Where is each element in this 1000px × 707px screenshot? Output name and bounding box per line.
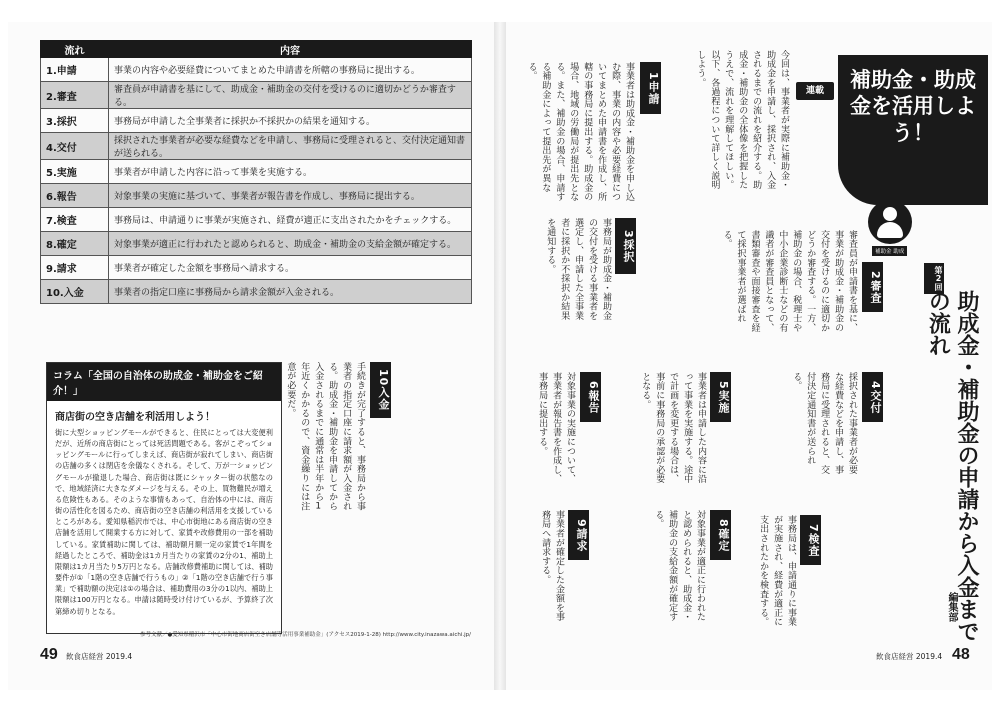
column-title: コラム「全国の自治体の助成金・補助金をご紹介！」 xyxy=(47,363,281,401)
section-7-num: 7 xyxy=(807,523,820,533)
section-2-text: 審査員が申請書を基に、事業が助成金・補助金の交付を受けるのに適切かどうか審査する。一方、補助金の場合、税理士や中小企業診断士などの有識者が審査員となって、書類審査や面接審査を経て採択事業者が選ばれる。 xyxy=(721,230,857,333)
flow-content: 対象事業が適正に行われたと認められると、助成金・補助金の支給金額が確定する。 xyxy=(109,232,472,256)
author: 編集部 xyxy=(946,592,957,622)
section-2-head xyxy=(862,262,883,312)
section-6-title: 報告 xyxy=(587,389,600,414)
flow-row xyxy=(41,280,472,304)
flow-row xyxy=(41,256,472,280)
flow-step: 6.報告 xyxy=(41,184,109,208)
flow-row xyxy=(41,232,472,256)
flow-step: 8.確定 xyxy=(41,232,109,256)
column-box xyxy=(46,362,282,634)
section-4-title: 交付 xyxy=(869,389,882,414)
section-10-text: 手続きが完了すると、事務局から事業者の指定口座に請求額が入金される。助成金・補助金を申請してから入金されるまでに通常は半年から1年近くかかるので、資金繰りには注意が必要だ。 xyxy=(285,362,365,512)
section-2-title: 審査 xyxy=(869,279,882,304)
flow-row xyxy=(41,133,472,160)
person-body-shape xyxy=(877,222,903,238)
flow-step: 10.入金 xyxy=(41,280,109,304)
section-7-head xyxy=(800,515,821,565)
flow-content: 事務局は、申請通りに事業が実施され、経費が適正に支出されたかをチェックする。 xyxy=(109,208,472,232)
flow-header-content: 内容 xyxy=(109,41,472,58)
flow-step: 7.検査 xyxy=(41,208,109,232)
flow-step: 5.実施 xyxy=(41,160,109,184)
icon-caption: 補助金 助成 xyxy=(872,246,907,256)
section-9-title: 請求 xyxy=(575,527,588,552)
flow-table xyxy=(40,40,472,304)
section-5-text: 事業者は申請した内容に沿って事業を実施する。途中で計画を変更する場合は、事前に事務局の承認が必要となる。 xyxy=(640,372,706,484)
flow-content: 採択された事業者が必要な経費などを申請し、事務局に受理されると、交付決定通知書が送られる。 xyxy=(109,133,472,160)
section-10-num: 10 xyxy=(377,369,390,387)
flow-content: 事務局が申請した全事業者に採択か不採択かの結果を通知する。 xyxy=(109,109,472,133)
section-6-head xyxy=(580,372,601,422)
flow-row xyxy=(41,82,472,109)
section-9-num: 9 xyxy=(575,518,588,528)
flow-row xyxy=(41,208,472,232)
section-8-title: 確定 xyxy=(717,527,730,552)
section-6-num: 6 xyxy=(587,380,600,390)
section-1-title: 申請 xyxy=(647,80,660,105)
reference-note: 参考文献／●愛知県稲沢市「中心市街地商店街空き店舗等活用事業補助金」(アクセス2019-1-28) http://www.city.inazawa.aichi.jp/ xyxy=(140,632,471,638)
section-5-title: 実施 xyxy=(717,389,730,414)
column-subtitle: 商店街の空き店舗を利活用しよう！ xyxy=(55,412,215,423)
section-5-head xyxy=(710,372,731,422)
section-1-num: 1 xyxy=(647,71,660,81)
section-10-head xyxy=(370,362,391,418)
section-3-title: 採択 xyxy=(622,238,635,263)
section-1-head xyxy=(640,62,661,114)
flow-content: 事業者の指定口座に事務局から請求金額が入金される。 xyxy=(109,280,472,304)
right-page-number: 48 xyxy=(952,646,970,663)
section-3-head xyxy=(615,218,636,274)
flow-row xyxy=(41,109,472,133)
person-icon xyxy=(868,200,912,244)
section-7-text: 事務局は、申請通りに事業が実施され、経費が適正に支出されたかを検査する。 xyxy=(758,515,796,627)
person-head-shape xyxy=(883,207,897,221)
section-5-num: 5 xyxy=(717,380,730,390)
flow-step: 4.交付 xyxy=(41,133,109,160)
section-4-head xyxy=(862,372,883,422)
left-page-number: 49 xyxy=(40,646,58,663)
main-title: 助成金・補助金の申請から入金までの流れ xyxy=(925,290,979,642)
section-3-num: 3 xyxy=(622,229,635,239)
flow-step: 1.申請 xyxy=(41,58,109,82)
flow-header-step: 流れ xyxy=(41,41,109,58)
left-page-magazine: 飲食店経営 2019.4 xyxy=(66,652,133,661)
right-page-magazine: 飲食店経営 2019.4 xyxy=(876,652,943,661)
flow-content: 事業の内容や必要経費についてまとめた申請書を所轄の事務局に提出する。 xyxy=(109,58,472,82)
series-badge: 連載 xyxy=(796,82,834,100)
flow-content: 審査員が申請書を基にして、助成金・補助金の交付を受けるのに適切かどうか審査する。 xyxy=(109,82,472,109)
section-9-text: 事業者が確定した金額を事務局へ請求する。 xyxy=(540,510,564,622)
flow-step: 3.採択 xyxy=(41,109,109,133)
flow-table-header xyxy=(41,41,472,58)
flow-step: 2.審査 xyxy=(41,82,109,109)
section-10-title: 入金 xyxy=(377,386,390,411)
section-4-num: 4 xyxy=(869,380,882,390)
intro-text: 今回は、事業者が実際に補助金・助成金を申請し、採択され、入金されるまでの流れを紹介する。助成金・補助金の全体像を把握したうえで、流れを理解してほしい。以下、各過程について詳しく説明しよう。 xyxy=(695,50,789,190)
section-1-text: 事業者は助成金・補助金を申し込む際、事業の内容や必要経費についてまとめた申請書を作成し、所轄の事務局に提出する。助成金の場合、地域の労働局が提出先となる。また、補助金の場合、申請する補助金によって提出先が異なる。 xyxy=(526,62,634,202)
flow-row xyxy=(41,184,472,208)
flow-row xyxy=(41,160,472,184)
page-gutter xyxy=(494,22,506,690)
part-label: 第2回 xyxy=(924,263,944,294)
flow-step: 9.請求 xyxy=(41,256,109,280)
section-8-num: 8 xyxy=(717,518,730,528)
section-7-title: 検査 xyxy=(807,532,820,557)
flow-content: 事業者が申請した内容に沿って事業を実施する。 xyxy=(109,160,472,184)
flow-row xyxy=(41,58,472,82)
flow-content: 対象事業の実施に基づいて、事業者が報告書を作成し、事務局に提出する。 xyxy=(109,184,472,208)
section-2-num: 2 xyxy=(869,270,882,280)
section-4-text: 採択された事業者が必要な経費などを申請し、事務局に受理されると、交付決定通知書が送られる。 xyxy=(791,372,857,475)
flow-content: 事業者が確定した金額を事務局へ請求する。 xyxy=(109,256,472,280)
section-8-text: 対象事業が適正に行われたと認められると、助成金・補助金の支給金額が確定する。 xyxy=(653,510,705,622)
column-body: 街に大型ショッピングモールができると、住民にとっては大変便利だが、近所の商店街にとっては死活問題である。客がこぞってショッピングモールに行ってしまえば、商店街が寂れてしまい、商店街の店舗の多くは閉店を余儀なくされる。そして、万が一ショッピングモールが撤退した場合、商店街は既にシャッター街の状態なので、地域経済に大きなダメージを与える。その上、買物難民が増える危険性もある。そのような事情もあって、自治体の中には、商店街の活性化を図るため、商店街の空き店舗の利活用を支援しているところがある。愛知県稲沢市では、中心市街地にある商店街の空き店舗を活用して開業する方に対して、家賃や改修費用の一部を補助している。家賃補助に関しては、補助額月額一定の家賃で1年間を経過したところで、補助金は1カ月当たりの家賃の2分の1、補助上限額は1カ月当たり5万円となる。店舗改修費補助に関しては、補助要件が①「1階の空き店舗で行うもの」②「1階の空き店舗で行う事業」で補助額の決定は①の場合は、補助費用の3分の1以内、補助上限額は100万円となる。申請は随時受け付けているが、予算終了次第締め切りとなる。 xyxy=(55,428,273,616)
section-3-text: 事務局が助成金・補助金の交付を受ける事業者を選定し、申請した全事業者に採択か不採択か結果を通知する。 xyxy=(545,218,611,321)
section-6-text: 対象事業の実施について、事業者が報告書を作成し、事務局に提出する。 xyxy=(537,372,575,484)
section-8-head xyxy=(710,510,731,560)
series-title: 補助金・助成金を活用しよう！ xyxy=(838,55,988,205)
section-9-head xyxy=(568,510,589,560)
